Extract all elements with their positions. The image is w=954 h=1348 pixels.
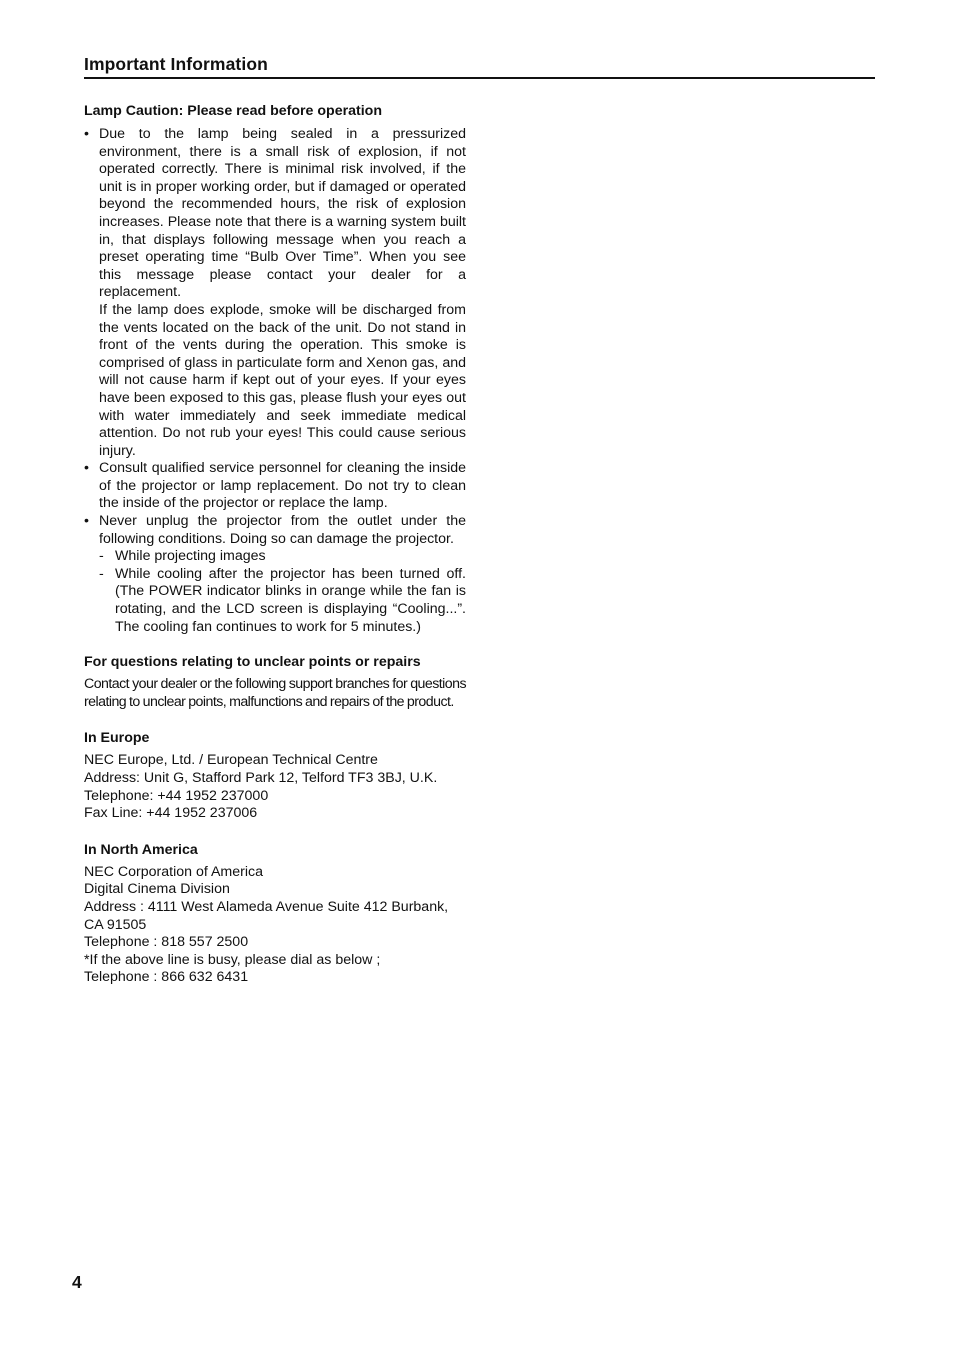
list-item <box>84 513 466 636</box>
bullet-icon: • <box>84 126 89 142</box>
lamp-warning-text: Due to the lamp being sealed in a pressurized environment, there is a small risk of explosion, if not operated correctly. There is minimal risk involved, if the unit is in proper working order, but if damaged or operated beyond the recommended hours, the risk of explosion increases. Please note that there is a warning system built in, that displays following message when you reach a preset operating time “Bulb Over Time”. When you see this message please contact your dealer for a replacement. <box>99 126 466 301</box>
dash-icon: - <box>99 548 104 565</box>
address-line: Address: Unit G, Stafford Park 12, Telford TF3 3BJ, U.K. <box>84 770 438 786</box>
support-text: Contact your dealer or the following support branches for questions relating to unclear points, malfunctions and repairs of the product. <box>84 676 466 710</box>
north-america-heading: In North America <box>84 841 198 858</box>
lamp-caution-heading: Lamp Caution: Please read before operation <box>84 103 382 119</box>
north-america-address-block <box>84 864 466 987</box>
address-line: Address : 4111 West Alameda Avenue Suite 412 Burbank, <box>84 898 449 915</box>
address-line: CA 91505 <box>84 916 147 933</box>
lamp-explosion-text: If the lamp does explode, smoke will be discharged from the vents located on the back of the unit. Do not stand in front of the vents during the operation. This smoke is comprised of glass in particulate form and Xenon gas, and will not cause harm if kept out of your eyes. If your eyes have been exposed to this gas, please flush your eyes out with water immediately and seek immediate medical attention. Do not rub your eyes! This could cause serious injury. <box>99 301 466 459</box>
address-line: NEC Corporation of America <box>84 863 263 880</box>
support-heading: For questions relating to unclear points or repairs <box>84 654 421 671</box>
telephone-line: Telephone : 818 557 2500 <box>84 934 249 951</box>
service-personnel-text: Consult qualified service personnel for cleaning the inside of the projector or lamp replacement. Do not try to clean the inside of the projector or replace the lamp. <box>99 460 466 512</box>
europe-heading: In Europe <box>84 730 150 747</box>
condition-projecting: While projecting images <box>115 548 266 565</box>
bullet-icon: • <box>84 513 89 530</box>
page-number: 4 <box>72 1272 82 1292</box>
europe-address-block <box>84 752 466 822</box>
list-item <box>84 126 466 460</box>
telephone-line: Telephone : 866 632 6431 <box>84 969 249 986</box>
fax-line: Fax Line: +44 1952 237006 <box>84 805 258 822</box>
unplug-conditions-list <box>99 548 466 636</box>
telephone-line: Telephone: +44 1952 237000 <box>84 787 269 804</box>
address-line: NEC Europe, Ltd. / European Technical Centre <box>84 752 378 769</box>
main-column <box>84 102 466 987</box>
header-divider <box>84 77 875 79</box>
address-line: Digital Cinema Division <box>84 881 230 898</box>
condition-cooling: While cooling after the projector has been turned off. (The POWER indicator blinks in orange while the fan is rotating, and the LCD screen is displaying “Cooling...”. The cooling fan continues to work for 5 minutes.) <box>115 565 466 635</box>
list-item <box>84 460 466 513</box>
list-item <box>99 566 466 636</box>
note-line: *If the above line is busy, please dial as below ; <box>84 951 381 968</box>
unplug-warning-text: Never unplug the projector from the outlet under the following conditions. Doing so can damage the projector. <box>99 513 466 547</box>
lamp-caution-list <box>84 126 466 636</box>
list-item <box>99 548 466 566</box>
dash-icon: - <box>99 565 104 582</box>
bullet-icon: • <box>84 460 89 477</box>
page-title: Important Information <box>84 54 268 74</box>
